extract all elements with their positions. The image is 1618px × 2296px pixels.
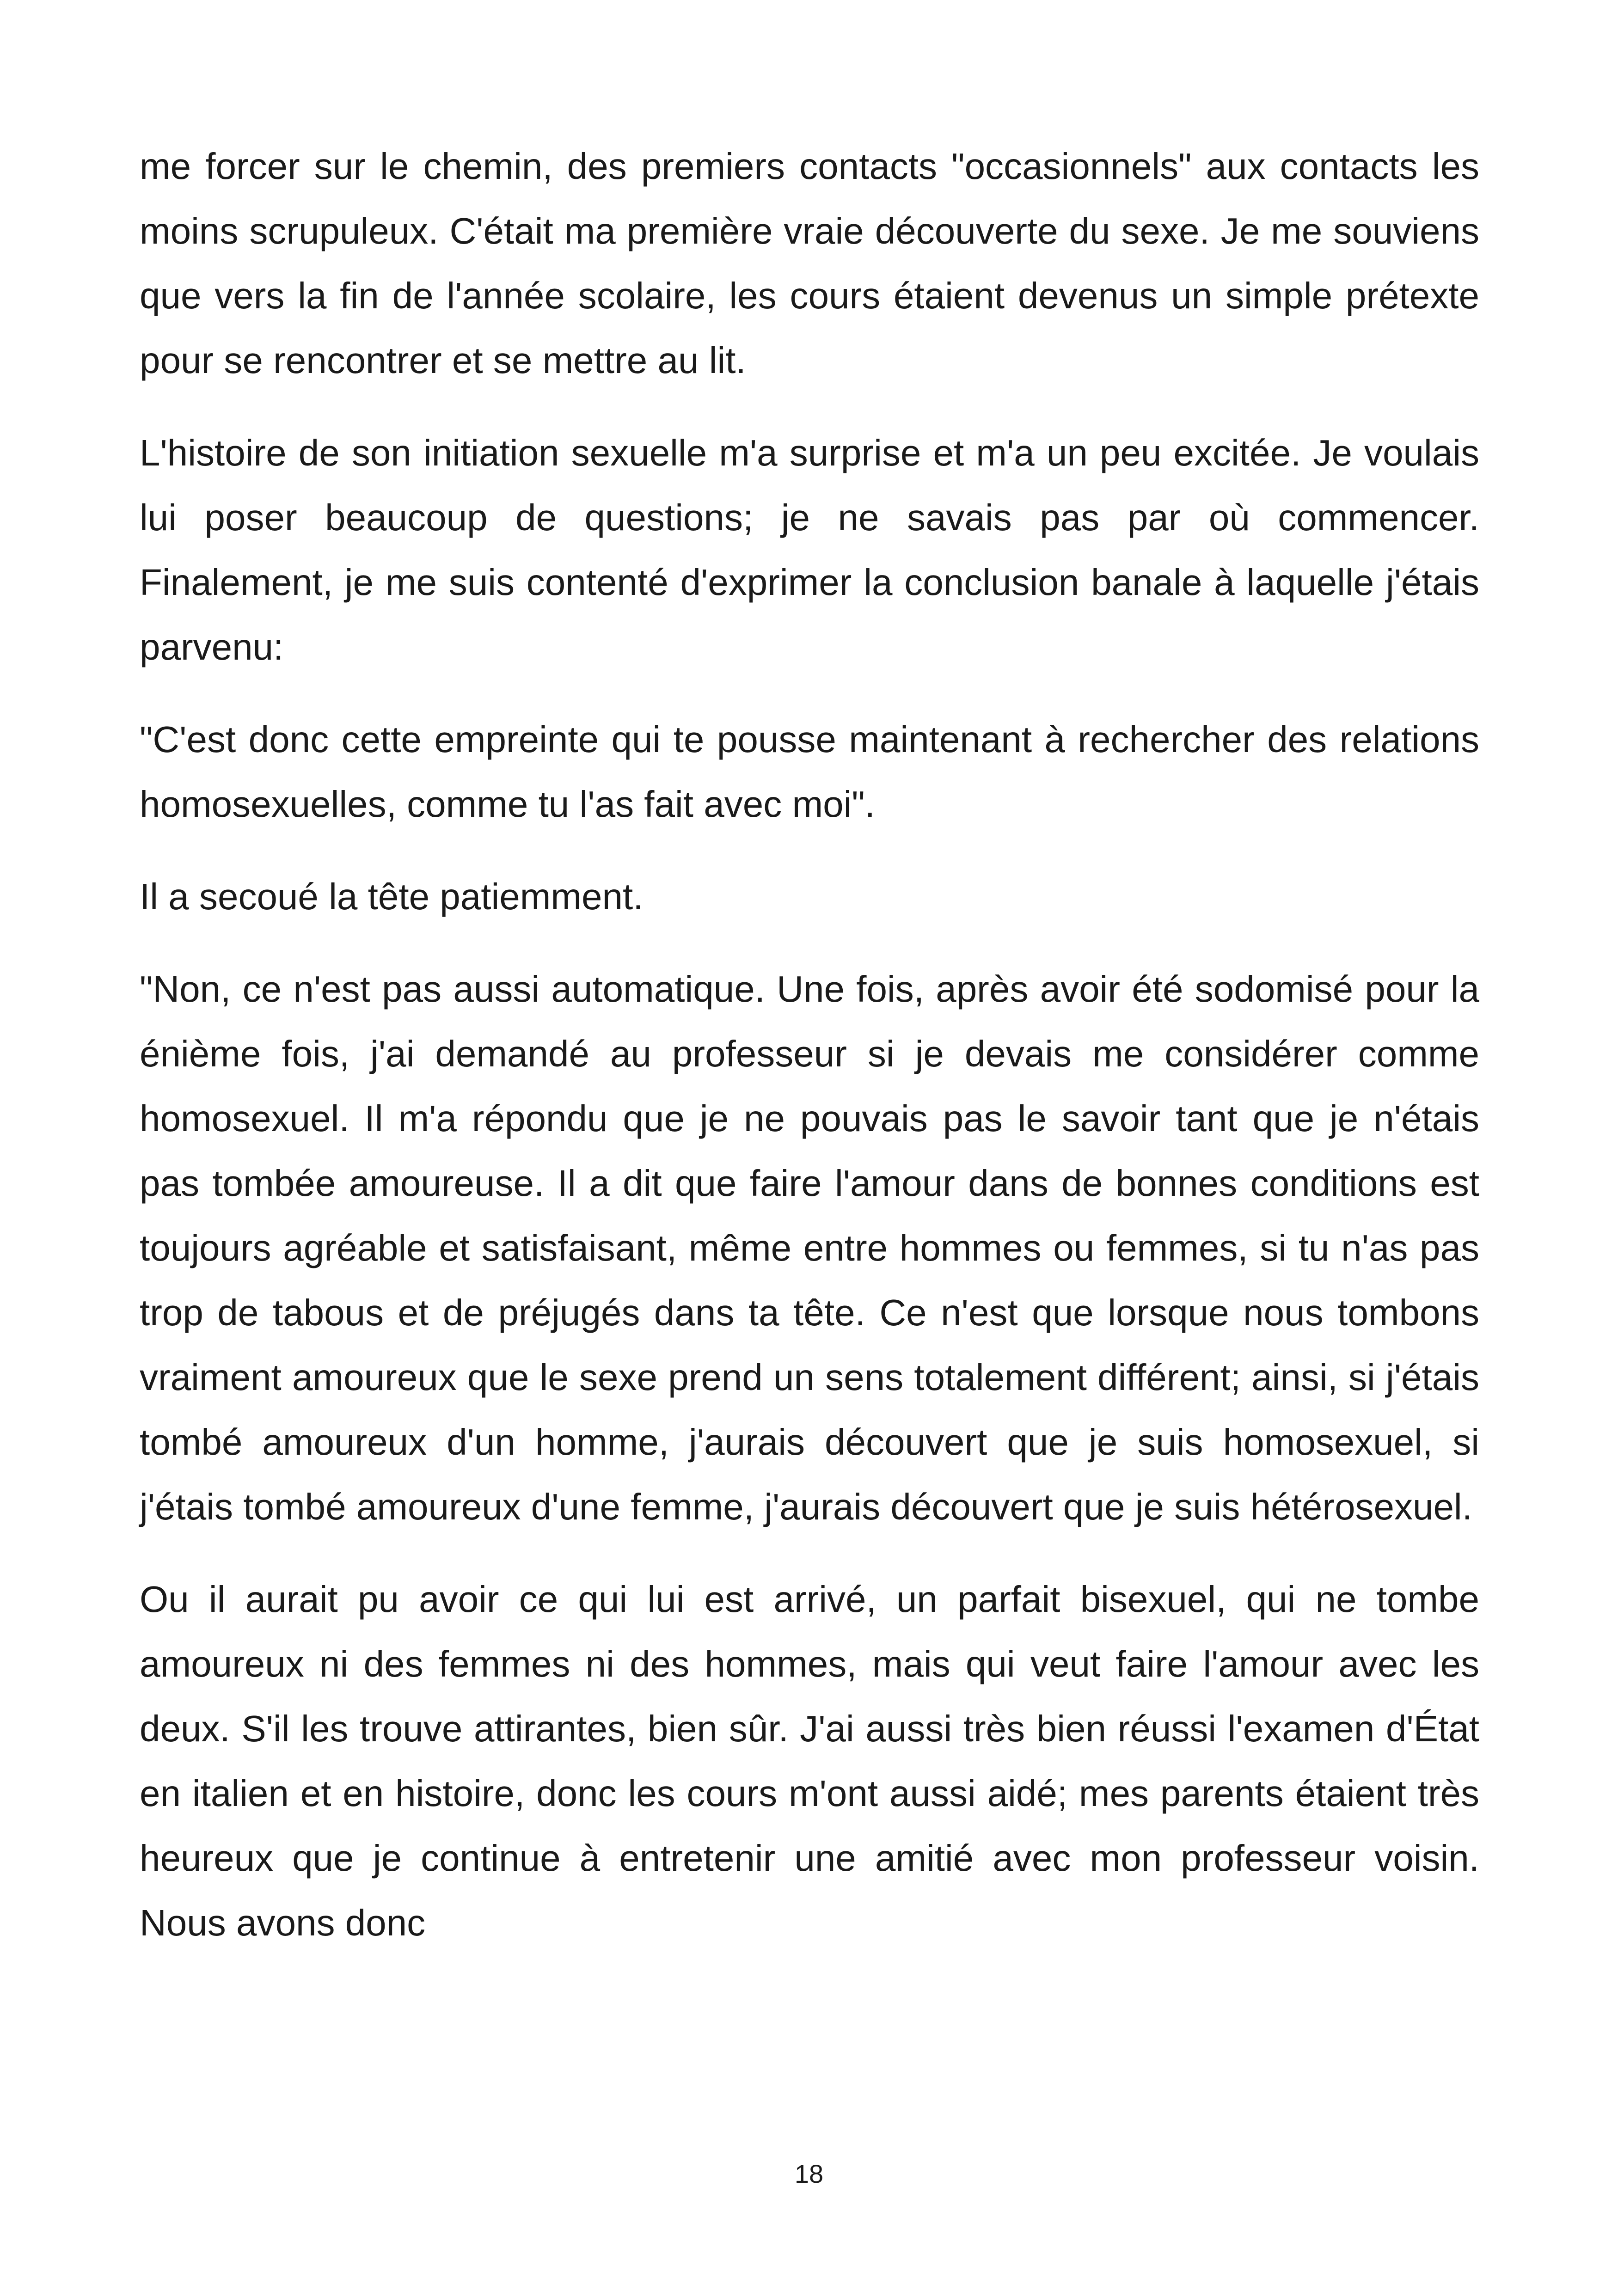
paragraph-1: me forcer sur le chemin, des premiers contacts "occasionnels" aux contacts les moins scrupuleux. C'était ma première vraie découverte du sexe. Je me souviens que vers la fin de l'année scolaire, les cours étaient devenus un simple prétexte pour se rencontrer et se mettre au lit. [140,146,1479,381]
page-number: 18 [794,2159,824,2188]
paragraph-3: "C'est donc cette empreinte qui te pousse maintenant à rechercher des relations homosexuelles, comme tu l'as fait avec moi". [140,719,1479,825]
body-text [140,134,1479,1983]
paragraph-6: Ou il aurait pu avoir ce qui lui est arrivé, un parfait bisexuel, qui ne tombe amoureux ni des femmes ni des hommes, mais qui veut faire l'amour avec les deux. S'il les trouve attirantes, bien sûr. J'ai aussi très bien réussi l'examen d'État en italien et en histoire, donc les cours m'ont aussi aidé; mes parents étaient très heureux que je continue à entretenir une amitié avec mon professeur voisin. Nous avons donc [140,1579,1479,1943]
paragraph-2: L'histoire de son initiation sexuelle m'a surprise et m'a un peu excitée. Je voulais lui poser beaucoup de questions; je ne savais pas par où commencer. Finalement, je me suis contenté d'exprimer la conclusion banale à laquelle j'étais parvenu: [140,432,1479,667]
paragraph-4: Il a secoué la tête patiemment. [140,876,644,917]
paragraph-5: "Non, ce n'est pas aussi automatique. Une fois, après avoir été sodomisé pour la énième fois, j'ai demandé au professeur si je devais me considérer comme homosexuel. Il m'a répondu que je ne pouvais pas le savoir tant que je n'étais pas tombée amoureuse. Il a dit que faire l'amour dans de bonnes conditions est toujours agréable et satisfaisant, même entre hommes ou femmes, si tu n'as pas trop de tabous et de préjugés dans ta tête. Ce n'est que lorsque nous tombons vraiment amoureux que le sexe prend un sens totalement différent; ainsi, si j'étais tombé amoureux d'un homme, j'aurais découvert que je suis homosexuel, si j'étais tombé amoureux d'une femme, j'aurais découvert que je suis hétérosexuel. [140,968,1479,1527]
